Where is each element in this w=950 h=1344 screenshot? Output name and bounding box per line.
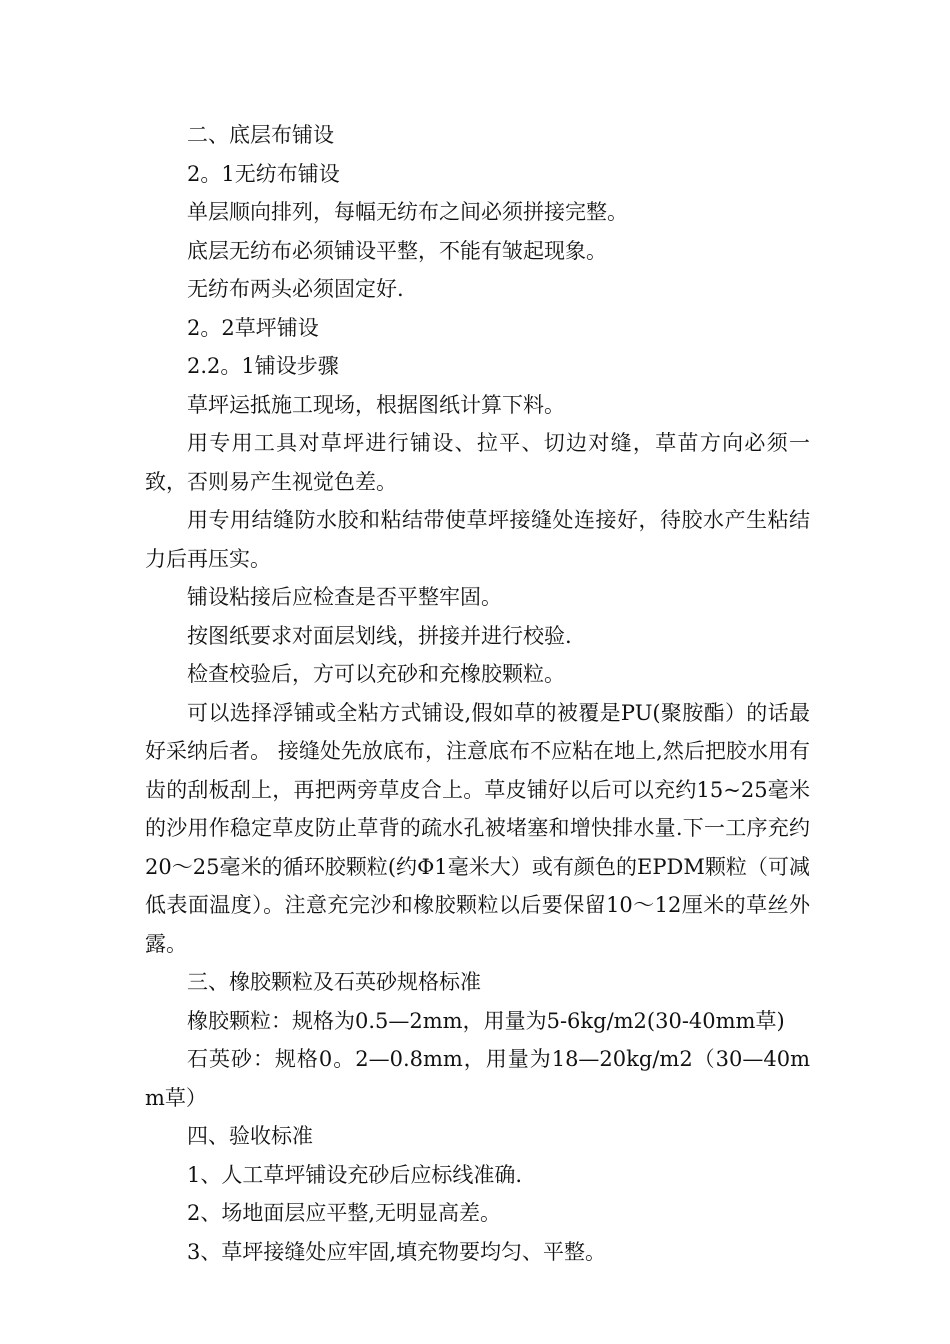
- list-item: 1、人工草坪铺设充砂后应标线准确.: [187, 1162, 523, 1187]
- paragraph: 无纺布两头必须固定好.: [187, 277, 404, 301]
- paragraph: 底层无纺布必须铺设平整，不能有皱起现象。: [187, 238, 607, 263]
- document-body: [145, 116, 810, 1271]
- paragraph: 单层顺向排列，每幅无纺布之间必须拼接完整。: [187, 200, 628, 224]
- subheading-laying-steps: 2.2。1铺设步骤: [187, 354, 339, 378]
- section-heading-bottom-layer: 二、底层布铺设: [187, 123, 334, 147]
- paragraph: 石英砂：规格0。2—0.8mm，用量为18—20kg/m2（30—40mm草）: [145, 1047, 810, 1110]
- paragraph: 草坪运抵施工现场，根据图纸计算下料。: [187, 392, 565, 417]
- paragraph: 橡胶颗粒：规格为0.5—2mm，用量为5-6kg/m2(30-40mm草): [187, 1008, 785, 1033]
- section-heading-rubber-quartz: 三、橡胶颗粒及石英砂规格标准: [187, 970, 481, 994]
- section-heading-acceptance: 四、验收标准: [187, 1124, 313, 1148]
- subheading-nonwoven-laying: 2。1无纺布铺设: [187, 161, 340, 186]
- subheading-turf-laying: 2。2草坪铺设: [187, 315, 319, 340]
- paragraph: 用专用结缝防水胶和粘结带使草坪接缝处连接好，待胶水产生粘结力后再压实。: [145, 508, 810, 571]
- paragraph: 按图纸要求对面层划线，拼接并进行校验.: [187, 623, 572, 648]
- list-item: 3、草坪接缝处应牢固,填充物要均匀、平整。: [187, 1239, 607, 1264]
- list-item: 2、场地面层应平整,无明显高差。: [187, 1201, 502, 1225]
- paragraph: 用专用工具对草坪进行铺设、拉平、切边对缝，草苗方向必须一致，否则易产生视觉色差。: [145, 431, 810, 494]
- paragraph: 可以选择浮铺或全粘方式铺设,假如草的被覆是PU(聚胺酯）的话最好采纳后者。 接缝处先放底布，注意底布不应粘在地上,然后把胶水用有齿的刮板刮上，再把两旁草皮合上。草皮铺好以后可以充约15~25毫米的沙用作稳定草皮防止草背的疏水孔被堵塞和增快排水量.下一工序充约20～25毫米的循环胶颗粒(约Φ1毫米大）或有颜色的EPDM颗粒（可减低表面温度）。注意充完沙和橡胶颗粒以后要保留10～12厘米的草丝外露。: [145, 700, 810, 956]
- paragraph: 检查校验后，方可以充砂和充橡胶颗粒。: [187, 662, 565, 686]
- paragraph: 铺设粘接后应检查是否平整牢固。: [187, 585, 502, 609]
